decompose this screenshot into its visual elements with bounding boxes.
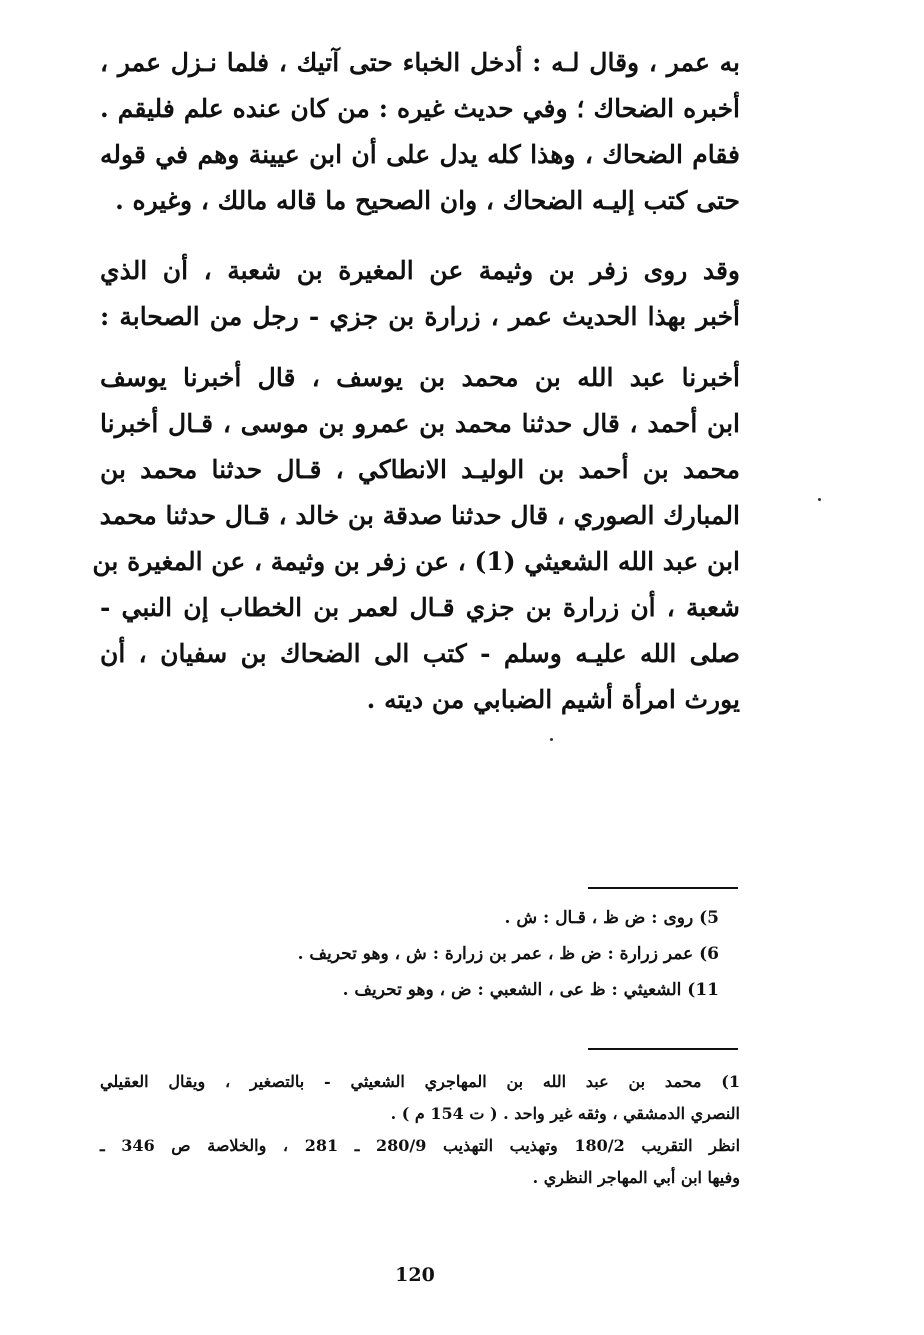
text-line: أخبره الضحاك ؛ وفي حديث غيره : من كان عنده علم فليقم . [100, 94, 740, 123]
text-line: المبارك الصوري ، قال حدثنا صدقة بن خالد ، قـال حدثنا محمد [99, 501, 740, 530]
text-line: شعبة ، أن زرارة بن جزي قـال لعمر بن الخطاب إن النبي - [100, 593, 740, 622]
text-line: حتى كتب إليـه الضحاك ، وان الصحيح ما قاله مالك ، وغيره . [115, 186, 740, 215]
text-line: به عمر ، وقال لـه : أدخل الخباء حتى آتيك ، فلما نـزل عمر ، [100, 48, 740, 77]
main-paragraph-1 [100, 40, 740, 224]
text-line: ابن عبد الله الشعيثي (1) ، عن زفر بن وثيمة ، عن المغيرة بن [92, 547, 740, 576]
footnote-line: النصري الدمشقي ، وثقه غير واحد . ( ت 154 م ) . [390, 1104, 740, 1123]
footnote-line: 1) محمد بن عبد الله بن المهاجري الشعيثي - بالتصغير ، ويقال العقيلي [100, 1072, 740, 1091]
footnote-line: انظر التقريب 180/2 وتهذيب التهذيب 280/9 ـ 281 ، والخلاصة ص 346 ـ [100, 1136, 741, 1155]
footnotes-divider [588, 1048, 738, 1050]
main-paragraph-3 [92, 355, 740, 723]
footnote-line: وفيها ابن أبي المهاجر النظري . [532, 1168, 740, 1187]
text-line: يورث امرأة أشيم الضبابي من ديته . [366, 685, 740, 714]
text-line: وقد روى زفر بن وثيمة عن المغيرة بن شعبة ، أن الذي [100, 256, 740, 285]
footnotes [100, 1066, 740, 1194]
variant-notes-divider [588, 887, 738, 889]
variant-note: 11) الشعيثي : ظ عى ، الشعبي : ض ، وهو تحريف . [342, 980, 719, 1000]
page-number: 120 [395, 1264, 435, 1286]
text-line: ابن أحمد ، قال حدثنا محمد بن عمرو بن موسى ، قـال أخبرنا [100, 409, 740, 438]
ink-speck [550, 738, 553, 741]
ink-speck [818, 498, 821, 501]
text-line: محمد بن أحمد بن الوليـد الانطاكي ، قـال حدثنا محمد بن [100, 455, 740, 484]
variant-note: 6) عمر زرارة : ض ظ ، عمر بن زرارة : ش ، وهو تحريف . [297, 944, 719, 964]
main-paragraph-2 [100, 248, 740, 340]
text-line: أخبرنا عبد الله بن محمد بن يوسف ، قال أخبرنا يوسف [100, 363, 740, 392]
text-line: أخبر بهذا الحديث عمر ، زرارة بن جزي - رجل من الصحابة : [100, 302, 740, 331]
variant-notes [298, 900, 719, 1008]
text-line: صلى الله عليـه وسلم - كتب الى الضحاك بن سفيان ، أن [100, 639, 740, 668]
text-line: فقام الضحاك ، وهذا كله يدل على أن ابن عيينة وهم في قوله [100, 140, 740, 169]
variant-note: 5) روى : ض ظ ، قـال : ش . [504, 908, 719, 928]
